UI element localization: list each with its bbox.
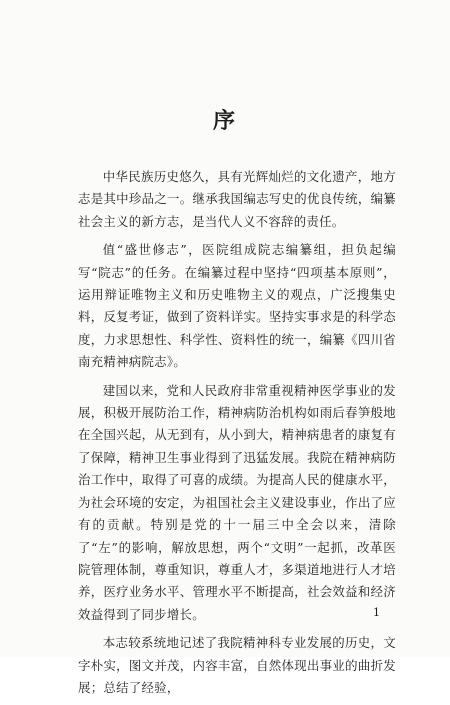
page-title: 序 [212,108,237,134]
paragraph-3: 建国以来，党和人民政府非常重视精神医学事业的发展，积极开展防治工作，精神病防治机构如雨后春笋般地在全国兴起，从无到有，从小到大，精神病患者的康复有了保障，精神卫生事业得到了迅猛发展。我院在精神病防治工作中，取得了可喜的成绩。为提高人民的健康水平，为社会环境的安定，为祖国社会主义建设事业，作出了应有的贡献。特别是党的十一届三中全会以来，清除了“左”的影响，解放思想，两个“文明”一起抓，改革医院管理体制，尊重知识，尊重人才，多渠道地进行人才培养，医疗业务水平、管理水平不断提高，社会效益和经济效益得到了同步增长。 [78,382,396,622]
preface-body [78,166,396,705]
paragraph-2: 值“盛世修志”，医院组成院志编纂组，担负起编写“院志”的任务。在编纂过程中坚持“四项基本原则”，运用辩证唯物主义和历史唯物主义的观点，广泛搜集史料，反复考证，做到了资料详实。坚持实事求是的科学态度，力求思想性、科学性、资料性的统一，编纂《四川省南充精神病院志》。 [78,242,396,370]
paragraph-4: 本志较系统地记述了我院精神科专业发展的历史，文字朴实，图文并茂，内容丰富，自然体现出事业的曲折发展；总结了经验， [78,635,396,695]
page-number: 1 [373,606,380,619]
paragraph-1: 中华民族历史悠久，具有光辉灿烂的文化遗产，地方志是其中珍品之一。继承我国编志写史的优良传统，编纂社会主义的新方志，是当代人义不容辞的责任。 [78,169,396,229]
